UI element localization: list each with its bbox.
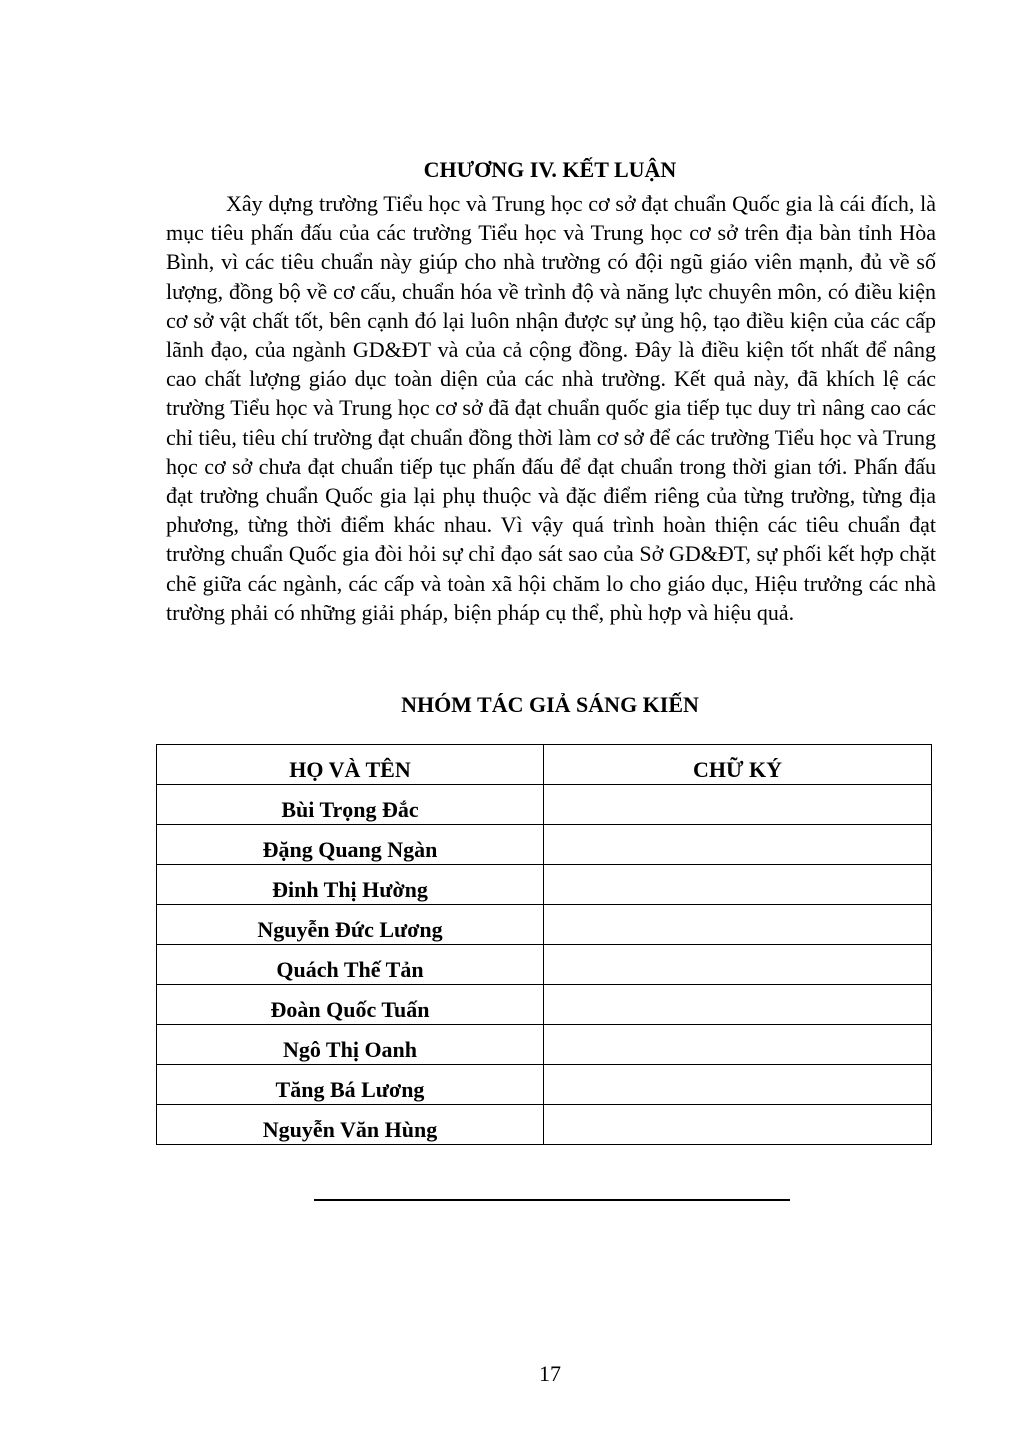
table-row bbox=[157, 865, 932, 905]
signature-cell bbox=[544, 1105, 932, 1145]
signature-cell bbox=[544, 985, 932, 1025]
signature-cell bbox=[544, 825, 932, 865]
table-row bbox=[157, 785, 932, 825]
authors-section-title: NHÓM TÁC GIẢ SÁNG KIẾN bbox=[401, 692, 699, 717]
author-name: Quách Thế Tản bbox=[157, 945, 544, 985]
table-row bbox=[157, 1025, 932, 1065]
header-name: HỌ VÀ TÊN bbox=[157, 745, 544, 785]
page-number: 17 bbox=[539, 1361, 561, 1386]
signature-cell bbox=[544, 1065, 932, 1105]
author-name: Tăng Bá Lương bbox=[157, 1065, 544, 1105]
author-name: Đoàn Quốc Tuấn bbox=[157, 985, 544, 1025]
authors-table bbox=[156, 744, 932, 1145]
author-name: Nguyễn Văn Hùng bbox=[157, 1105, 544, 1145]
signature-cell bbox=[544, 905, 932, 945]
table-row bbox=[157, 905, 932, 945]
author-name: Đặng Quang Ngàn bbox=[157, 825, 544, 865]
author-name: Ngô Thị Oanh bbox=[157, 1025, 544, 1065]
signature-cell bbox=[544, 1025, 932, 1065]
signature-cell bbox=[544, 865, 932, 905]
author-name: Bùi Trọng Đắc bbox=[157, 785, 544, 825]
table-row bbox=[157, 985, 932, 1025]
author-name: Đinh Thị Hường bbox=[157, 865, 544, 905]
table-row bbox=[157, 1065, 932, 1105]
table-row bbox=[157, 1105, 932, 1145]
author-name: Nguyễn Đức Lương bbox=[157, 905, 544, 945]
table-row bbox=[157, 825, 932, 865]
footer-divider bbox=[314, 1199, 790, 1201]
conclusion-paragraph: Xây dựng trường Tiểu học và Trung học cơ sở đạt chuẩn Quốc gia là cái đích, là mục tiêu phấn đấu của các trường Tiểu học và Trung học cơ sở trên địa bàn tỉnh Hòa Bình, vì các tiêu chuẩn này giúp cho nhà trường có đội ngũ giáo viên mạnh, đủ về số lượng, đồng bộ về cơ cấu, chuẩn hóa về trình độ và năng lực chuyên môn, có điều kiện cơ sở vật chất tốt, bên cạnh đó lại luôn nhận được sự ủng hộ, tạo điều kiện của các cấp lãnh đạo, của ngành GD&ĐT và của cả cộng đồng. Đây là điều kiện tốt nhất để nâng cao chất lượng giáo dục toàn diện của các nhà trường. Kết quả này, đã khích lệ các trường Tiểu học và Trung học cơ sở đã đạt chuẩn quốc gia tiếp tục duy trì nâng cao các chỉ tiêu, tiêu chí trường đạt chuẩn đồng thời làm cơ sở để các trường Tiểu học và Trung học cơ sở chưa đạt chuẩn tiếp tục phấn đấu để đạt chuẩn trong thời gian tới. Phấn đấu đạt trường chuẩn Quốc gia lại phụ thuộc và đặc điểm riêng của từng trường, từng địa phương, từng thời điểm khác nhau. Vì vậy quá trình hoàn thiện các tiêu chuẩn đạt trường chuẩn Quốc gia đòi hỏi sự chỉ đạo sát sao của Sở GD&ĐT, sự phối kết hợp chặt chẽ giữa các ngành, các cấp và toàn xã hội chăm lo cho giáo dục, Hiệu trưởng các nhà trường phải có những giải pháp, biện pháp cụ thể, phù hợp và hiệu quả. bbox=[166, 191, 936, 625]
signature-cell bbox=[544, 785, 932, 825]
table-row bbox=[157, 945, 932, 985]
table-header-row bbox=[157, 745, 932, 785]
header-signature: CHỮ KÝ bbox=[544, 745, 932, 785]
chapter-title: CHƯƠNG IV. KẾT LUẬN bbox=[423, 157, 677, 182]
signature-cell bbox=[544, 945, 932, 985]
